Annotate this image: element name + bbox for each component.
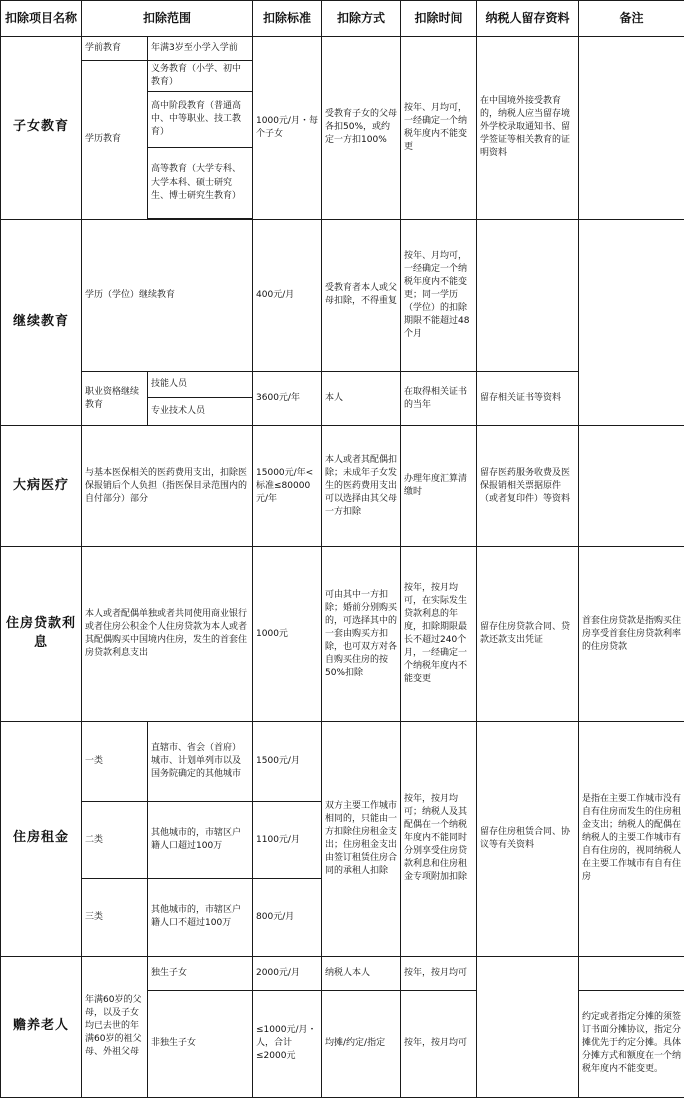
header-row [1,1,684,37]
non-only-child-standard: ≤1000元/月・人，合计≤2000元 [253,990,322,1097]
elderly-support-row-only-child [1,956,684,990]
rent-tier2-label: 二类 [82,802,148,879]
academic-label: 学历教育 [82,61,148,219]
only-child-time: 按年，按月均可 [401,956,477,990]
rent-tier3-desc: 其他城市的，市辖区户籍人口不超过100万 [148,879,253,956]
higher-education: 高等教育（大学专科、大学本科、硕士研究生、博士研究生教育） [148,148,253,218]
elderly-support-notes-top [579,956,684,990]
children-education-standard: 1000元/月・每个子女 [253,37,322,220]
vocational-method: 本人 [322,372,401,426]
housing-loan-method: 可由其中一方扣除；婚前分别购买的，可选择其中的一套由购买方扣除，也可双方对各自购买住房的按50%扣除 [322,547,401,721]
children-education-docs: 在中国境外接受教育的，纳税人应当留存境外学校录取通知书、留学签证等相关教育的证明资料 [477,37,579,220]
non-only-child-time: 按年，按月均可 [401,990,477,1097]
housing-loan-standard: 1000元 [253,547,322,721]
rent-tier1-label: 一类 [82,721,148,801]
rent-tier2-standard: 1100元/月 [253,802,322,879]
header-standard: 扣除标准 [253,1,322,37]
children-education-row-preschool [1,37,684,61]
rent-tier1-standard: 1500元/月 [253,721,322,801]
elderly-support-docs [477,956,579,1097]
housing-loan-row [1,547,684,721]
housing-loan-name: 住房贷款利息 [1,547,82,721]
housing-loan-docs: 留存住房贷款合同、贷款还款支出凭证 [477,547,579,721]
degree-continuing-standard: 400元/月 [253,219,322,371]
serious-illness-row [1,426,684,547]
vocational-docs: 留存相关证书等资料 [477,372,579,426]
rent-tier3-label: 三类 [82,879,148,956]
compulsory-education: 义务教育（小学、初中教育） [148,61,253,92]
header-method: 扣除方式 [322,1,401,37]
only-child-method: 纳税人本人 [322,956,401,990]
housing-loan-scope: 本人或者配偶单独或者共同使用商业银行或者住房公积金个人住房贷款为本人或者其配偶购买中国境内住房，发生的首套住房贷款利息支出 [82,547,253,721]
children-education-time: 按年、月均可，一经确定一个纳税年度内不能变更 [401,37,477,220]
continuing-education-notes [579,219,684,426]
header-notes: 备注 [579,1,684,37]
children-education-method: 受教育子女的父母各扣50%，或约定一方扣100% [322,37,401,220]
housing-rent-row-tier1 [1,721,684,801]
children-education-name: 子女教育 [1,37,82,220]
serious-illness-notes [579,426,684,547]
header-scope: 扣除范围 [82,1,253,37]
housing-loan-time: 按年，按月均可，在实际发生贷款利息的年度，扣除期限最长不超过240个月，一经确定一个纳税年度内不能变更 [401,547,477,721]
degree-continuing-docs [477,219,579,371]
degree-continuing-time: 按年、月均可，一经确定一个纳税年度内不能变更；同一学历（学位）的扣除期限不能超过48个月 [401,219,477,371]
continuing-education-row-degree [1,219,684,371]
rent-tier1-desc: 直辖市、省会（首府）城市、计划单列市以及国务院确定的其他城市 [148,721,253,801]
header-time: 扣除时间 [401,1,477,37]
rent-tier2-desc: 其他城市的，市辖区户籍人口超过100万 [148,802,253,879]
preschool-detail: 年满3岁至小学入学前 [148,37,253,61]
serious-illness-docs: 留存医药服务收费及医保报销相关票据原件（或者复印件）等资料 [477,426,579,547]
header-item: 扣除项目名称 [1,1,82,37]
degree-continuing-scope: 学历（学位）继续教育 [82,219,253,371]
elderly-support-scope: 年满60岁的父母，以及子女均已去世的年满60岁的祖父母、外祖父母 [82,956,148,1097]
non-only-child-label: 非独生子女 [148,990,253,1097]
housing-rent-method: 双方主要工作城市相同的，只能由一方扣除住房租金支出；住房租金支出由签订租赁住房合同的承租人扣除 [322,721,401,956]
only-child-label: 独生子女 [148,956,253,990]
serious-illness-name: 大病医疗 [1,426,82,547]
housing-rent-docs: 留存住房租赁合同、协议等有关资料 [477,721,579,956]
degree-continuing-method: 受教育者本人或父母扣除，不得重复 [322,219,401,371]
serious-illness-method: 本人或者其配偶扣除；未成年子女发生的医药费用支出可以选择由其父母一方扣除 [322,426,401,547]
only-child-standard: 2000元/月 [253,956,322,990]
non-only-child-method: 均摊/约定/指定 [322,990,401,1097]
serious-illness-standard: 15000元/年<标准≤80000元/年 [253,426,322,547]
vocational-label: 职业资格继续教育 [82,372,148,426]
housing-rent-time: 按年，按月均可；纳税人及其配偶在一个纳税年度内不能同时分别享受住房贷款利息和住房租金专项附加扣除 [401,721,477,956]
housing-rent-name: 住房租金 [1,721,82,956]
rent-tier3-standard: 800元/月 [253,879,322,956]
elderly-support-notes: 约定或者指定分摊的须签订书面分摊协议，指定分摊优先于约定分摊。具体分摊方式和额度在一个纳税年度内不能变更。 [579,990,684,1097]
vocational-time: 在取得相关证书的当年 [401,372,477,426]
continuing-education-name: 继续教育 [1,219,82,426]
high-school-education: 高中阶段教育（普通高中、中等职业、技工教育） [148,92,253,148]
header-docs: 纳税人留存资料 [477,1,579,37]
serious-illness-time: 办理年度汇算清缴时 [401,426,477,547]
vocational-professional: 专业技术人员 [148,398,253,426]
elderly-support-name: 赡养老人 [1,956,82,1097]
children-education-notes [579,37,684,220]
housing-rent-notes: 是指在主要工作城市没有自有住房而发生的住房租金支出；纳税人的配偶在纳税人的主要工作城市有自有住房的，视同纳税人在主要工作城市有自有住房 [579,721,684,956]
serious-illness-scope: 与基本医保相关的医药费用支出，扣除医保报销后个人负担（指医保目录范围内的自付部分）部分 [82,426,253,547]
preschool-label: 学前教育 [82,37,148,61]
vocational-standard: 3600元/年 [253,372,322,426]
housing-loan-notes: 首套住房贷款是指购买住房享受首套住房贷款利率的住房贷款 [579,547,684,721]
vocational-skilled: 技能人员 [148,372,253,398]
